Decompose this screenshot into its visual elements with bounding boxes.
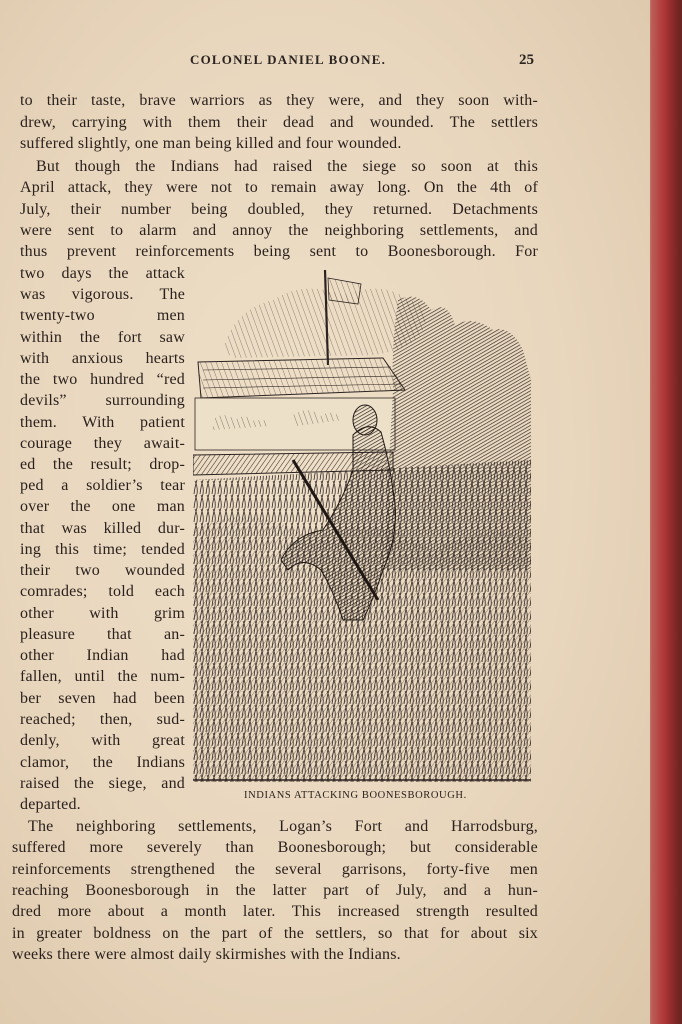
- engraving-illustration: [193, 270, 531, 782]
- side-line: raised the siege, and: [20, 775, 185, 792]
- side-line: comrades; told each: [20, 583, 185, 600]
- side-line: clamor, the Indians: [20, 754, 185, 771]
- side-line: over the one man: [20, 498, 185, 515]
- side-line: other Indian had: [20, 647, 185, 664]
- figure-caption: INDIANS ATTACKING BOONESBOROUGH.: [244, 790, 467, 801]
- body-line: drew, carrying with them their dead and wounded. The settlers: [20, 114, 538, 131]
- body-line: April attack, they were not to remain away long. On the 4th of: [20, 179, 538, 196]
- body-line: dred more about a month later. This increased strength resulted: [12, 903, 538, 920]
- page-edge-shadow: [655, 0, 682, 1024]
- body-line: weeks there were almost daily skirmishes with the Indians.: [12, 946, 401, 963]
- side-line: with anxious hearts: [20, 350, 185, 367]
- side-line: them. With patient: [20, 414, 185, 431]
- side-line: fallen, until the num-: [20, 668, 185, 685]
- side-line: their two wounded: [20, 562, 185, 579]
- flag: [328, 278, 361, 304]
- body-line: suffered slightly, one man being killed and four wounded.: [20, 135, 402, 152]
- side-line: pleasure that an-: [20, 626, 185, 643]
- body-line: suffered more severely than Boonesborough; but considerable: [12, 839, 538, 856]
- body-line: were sent to alarm and annoy the neighboring settlements, and: [20, 222, 538, 239]
- side-line: the two hundred “red: [20, 371, 185, 388]
- page-header: [0, 52, 650, 74]
- body-line: The neighboring settlements, Logan’s Fort and Harrodsburg,: [28, 818, 538, 835]
- side-line: ber seven had been: [20, 690, 185, 707]
- side-line: courage they await-: [20, 435, 185, 452]
- body-line: reinforcements strengthened the several garrisons, forty-five men: [12, 861, 538, 878]
- side-line: devils” surrounding: [20, 392, 185, 409]
- body-line: July, their number being doubled, they returned. Detachments: [20, 201, 538, 218]
- side-line: departed.: [20, 796, 81, 813]
- side-line: reached; then, sud-: [20, 711, 185, 728]
- page-number: 25: [519, 52, 534, 68]
- side-line: twenty-two men: [20, 307, 185, 324]
- side-line: two days the attack: [20, 265, 185, 282]
- side-line: that was killed dur-: [20, 520, 185, 537]
- side-line: ped a soldier’s tear: [20, 477, 185, 494]
- side-line: ing this time; tended: [20, 541, 185, 558]
- side-line: other with grim: [20, 605, 185, 622]
- body-line: thus prevent reinforcements being sent to Boonesborough. For: [20, 243, 538, 260]
- running-head: COLONEL DANIEL BOONE.: [190, 52, 387, 67]
- body-line: to their taste, brave warriors as they were, and they soon with-: [20, 92, 538, 109]
- side-line: within the fort saw: [20, 329, 185, 346]
- body-line: But though the Indians had raised the siege so soon at this: [36, 158, 538, 175]
- body-line: reaching Boonesborough in the latter part of July, and a hun-: [12, 882, 538, 899]
- side-line: denly, with great: [20, 732, 185, 749]
- side-line: was vigorous. The: [20, 286, 185, 303]
- side-line: ed the result; drop-: [20, 456, 185, 473]
- body-line: in greater boldness on the part of the settlers, so that for about six: [12, 925, 538, 942]
